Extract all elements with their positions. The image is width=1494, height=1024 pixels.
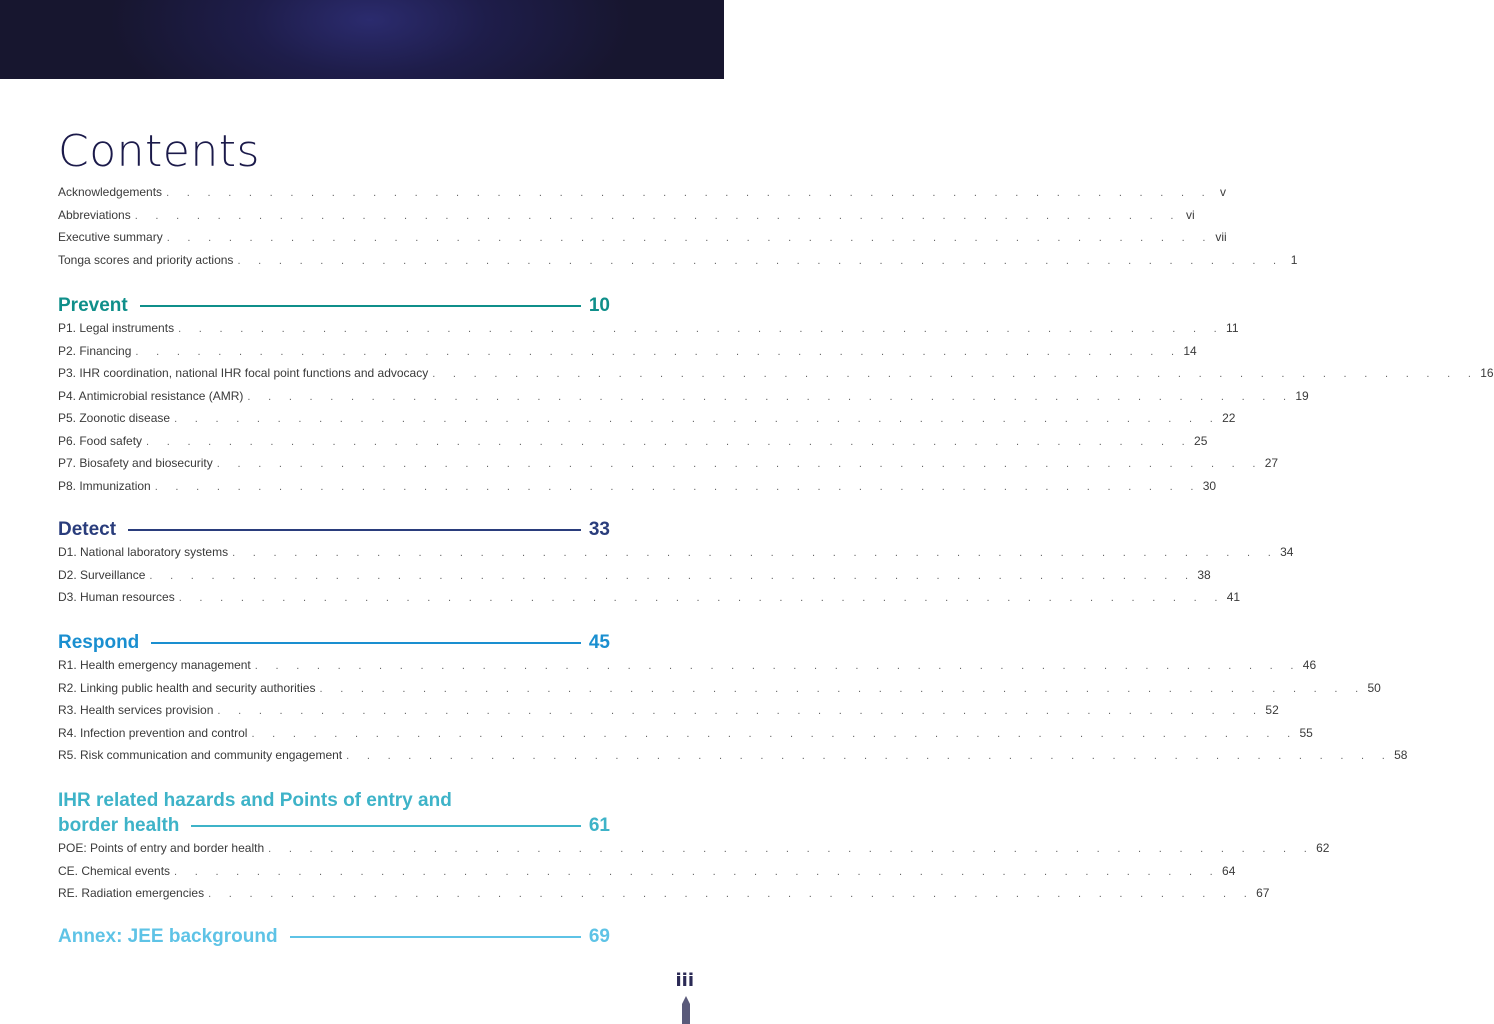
dot-leader: . . . . . . . . . . . . . . . . . . . . . . . . . . . . . . . . . . . . . . . . . . . . . . . . . . . xyxy=(346,750,1393,762)
toc-entry-r3[interactable] xyxy=(58,703,1279,726)
toc-entry-abbreviations[interactable] xyxy=(58,207,1195,231)
toc-entry-page: 14 xyxy=(1183,343,1197,358)
dot-leader: . . . . . . . . . . . . . . . . . . . . . . . . . . . . . . . . . . . . . . . . . . . . . . . . . . . xyxy=(166,232,1213,244)
toc-entry-r2[interactable] xyxy=(58,680,1381,704)
section-page: 10 xyxy=(588,295,610,316)
section-title: Detect xyxy=(58,519,117,540)
toc-entry-label: P8. Immunization xyxy=(58,479,155,493)
section-title-line2: border health xyxy=(58,815,180,836)
dot-leader: . . . . . . . . . . . . . . . . . . . . . . . . . . . . . . . . . . . . . . . . . . . . . . . . . . . xyxy=(178,323,1225,335)
toc-entry-page: 19 xyxy=(1295,388,1309,403)
dot-leader: . . . . . . . . . . . . . . . . . . . . . . . . . . . . . . . . . . . . . . . . . . . . . . . . . . . xyxy=(208,888,1255,900)
toc-entry-d1[interactable] xyxy=(58,545,1294,568)
toc-entry-page: 50 xyxy=(1367,680,1381,695)
section-page: 69 xyxy=(588,926,610,947)
toc-entry-r1[interactable] xyxy=(58,658,1317,681)
toc-entry-p3[interactable] xyxy=(58,366,1494,389)
toc-entry-label: P7. Biosafety and biosecurity xyxy=(58,456,217,470)
dot-leader: . . . . . . . . . . . . . . . . . . . . . . . . . . . . . . . . . . . . . . . . . . . . . . . . . . . xyxy=(232,547,1279,559)
toc-entry-label: Tonga scores and priority actions xyxy=(58,253,237,267)
toc-entry-page: 38 xyxy=(1197,567,1211,582)
dot-leader: . . . . . . . . . . . . . . . . . . . . . . . . . . . . . . . . . . . . . . . . . . . . . . . . . . . xyxy=(154,480,1201,493)
dot-leader: . . . . . . . . . . . . . . . . . . . . . . . . . . . . . . . . . . . . . . . . . . . . . . . . . . . xyxy=(178,592,1225,604)
toc-entry-p8[interactable] xyxy=(58,478,1217,502)
section-page: 45 xyxy=(588,632,610,653)
toc-entry-label: R4. Infection prevention and control xyxy=(58,726,251,740)
toc-entry-page: 25 xyxy=(1194,433,1208,448)
section-rule xyxy=(151,642,581,644)
toc-entry-p7[interactable] xyxy=(58,456,1279,479)
toc-entry-label: R1. Health emergency management xyxy=(58,658,255,672)
toc-entry-scores-priority-actions[interactable] xyxy=(58,252,1298,276)
toc-entry-p6[interactable] xyxy=(58,433,1208,457)
toc-entry-p2[interactable] xyxy=(58,343,1197,367)
toc-entry-label: D3. Human resources xyxy=(58,590,179,604)
toc-entry-p5[interactable] xyxy=(58,411,1236,434)
dot-leader: . . . . . . . . . . . . . . . . . . . . . . . . . . . . . . . . . . . . . . . . . . . . . . . . . . . xyxy=(166,187,1213,199)
section-ihr-hazards xyxy=(58,789,1330,909)
toc-entry-page: 30 xyxy=(1202,478,1217,493)
front-matter-list xyxy=(58,185,1298,275)
toc-entry-page: v xyxy=(1220,185,1227,199)
header-banner xyxy=(0,0,724,79)
toc-entry-label: P1. Legal instruments xyxy=(58,321,178,335)
toc-entry-label: D2. Surveillance xyxy=(58,568,149,582)
section-prevent xyxy=(58,293,1494,501)
dot-leader: . . . . . . . . . . . . . . . . . . . . . . . . . . . . . . . . . . . . . . . . . . . . . . . . . . . xyxy=(216,458,1263,470)
toc-entry-r4[interactable] xyxy=(58,725,1313,749)
toc-entry-page: 27 xyxy=(1264,456,1279,470)
page-title: Contents xyxy=(58,126,260,177)
toc-entry-page: 22 xyxy=(1222,411,1236,425)
toc-entry-poe[interactable] xyxy=(58,841,1330,864)
toc-entry-label: P5. Zoonotic disease xyxy=(58,411,174,425)
dot-leader: . . . . . . . . . . . . . . . . . . . . . . . . . . . . . . . . . . . . . . . . . . . . . . . . . . . xyxy=(254,660,1301,672)
section-title: Annex: JEE background xyxy=(58,926,278,947)
dot-leader: . . . . . . . . . . . . . . . . . . . . . . . . . . . . . . . . . . . . . . . . . . . . . . . . . . . xyxy=(174,413,1221,425)
dot-leader: . . . . . . . . . . . . . . . . . . . . . . . . . . . . . . . . . . . . . . . . . . . . . . . . . . . xyxy=(146,435,1193,448)
toc-entry-page: 46 xyxy=(1302,658,1317,672)
page-number: iii xyxy=(675,970,694,991)
section-annex xyxy=(58,924,610,952)
toc-entry-label: R3. Health services provision xyxy=(58,703,217,717)
toc-entry-d2[interactable] xyxy=(58,567,1211,591)
dot-leader: . . . . . . . . . . . . . . . . . . . . . . . . . . . . . . . . . . . . . . . . . . . . . . . . . . . xyxy=(134,209,1181,222)
toc-entry-page: vi xyxy=(1186,207,1195,222)
toc-entry-page: 1 xyxy=(1290,252,1298,267)
pen-nib-icon xyxy=(682,996,690,1024)
section-title: Prevent xyxy=(58,295,128,316)
section-rule xyxy=(128,529,581,531)
dot-leader: . . . . . . . . . . . . . . . . . . . . . . . . . . . . . . . . . . . . . . . . . . . . . . . . . . . xyxy=(217,705,1264,717)
section-rule xyxy=(191,825,580,827)
toc-entry-page: 55 xyxy=(1299,725,1313,740)
toc-entry-page: 52 xyxy=(1265,703,1279,717)
toc-entry-label: CE. Chemical events xyxy=(58,864,174,878)
toc-entry-page: 62 xyxy=(1316,841,1330,855)
toc-entry-page: 67 xyxy=(1256,886,1270,900)
section-respond xyxy=(58,630,1408,771)
toc-entry-page: 34 xyxy=(1280,545,1294,559)
toc-entry-p4[interactable] xyxy=(58,388,1309,412)
toc-entry-label: RE. Radiation emergencies xyxy=(58,886,208,900)
toc-entry-page: 58 xyxy=(1394,748,1408,762)
section-heading-prevent[interactable] xyxy=(58,293,610,319)
section-heading-detect[interactable] xyxy=(58,517,610,543)
dot-leader: . . . . . . . . . . . . . . . . . . . . . . . . . . . . . . . . . . . . . . . . . . . . . . . . . . . xyxy=(268,843,1315,855)
section-title-line1[interactable]: IHR related hazards and Points of entry and xyxy=(58,790,452,811)
toc-entry-label: P2. Financing xyxy=(58,344,135,358)
section-heading-respond[interactable] xyxy=(58,630,610,656)
toc-entry-page: vii xyxy=(1215,230,1227,244)
toc-entry-r5[interactable] xyxy=(58,748,1408,771)
toc-entry-label: Executive summary xyxy=(58,230,167,244)
dot-leader: . . . . . . . . . . . . . . . . . . . . . . . . . . . . . . . . . . . . . . . . . . . . . . . . . . . xyxy=(247,390,1294,403)
section-detect xyxy=(58,517,1294,613)
toc-entry-page: 64 xyxy=(1222,863,1236,878)
toc-entry-page: 41 xyxy=(1226,590,1241,604)
toc-entry-label: POE: Points of entry and border health xyxy=(58,841,268,855)
section-rule xyxy=(140,305,581,307)
toc-entry-ce[interactable] xyxy=(58,863,1236,887)
toc-entry-label: P6. Food safety xyxy=(58,434,146,448)
toc-entry-label: R5. Risk communication and community engagement xyxy=(58,748,346,762)
toc-entry-p1[interactable] xyxy=(58,321,1239,344)
section-heading-annex[interactable] xyxy=(58,924,610,950)
toc-entry-label: Abbreviations xyxy=(58,208,135,222)
toc-entry-page: 11 xyxy=(1226,321,1239,335)
dot-leader: . . . . . . . . . . . . . . . . . . . . . . . . . . . . . . . . . . . . . . . . . . . . . . . . . . . xyxy=(251,727,1298,740)
dot-leader: . . . . . . . . . . . . . . . . . . . . . . . . . . . . . . . . . . . . . . . . . . . . . . . . . . . xyxy=(149,569,1196,582)
section-heading-ihr-hazards[interactable] xyxy=(58,813,610,839)
dot-leader: . . . . . . . . . . . . . . . . . . . . . . . . . . . . . . . . . . . . . . . . . . . . . . . . . . . xyxy=(174,865,1221,878)
dot-leader: . . . . . . . . . . . . . . . . . . . . . . . . . . . . . . . . . . . . . . . . . . . . . . . . . . . xyxy=(432,368,1479,380)
toc-entry-label: D1. National laboratory systems xyxy=(58,545,232,559)
dot-leader: . . . . . . . . . . . . . . . . . . . . . . . . . . . . . . . . . . . . . . . . . . . . . . . . . . . xyxy=(237,254,1284,267)
toc-entry-page: 16 xyxy=(1480,366,1494,380)
toc-entry-acknowledgements[interactable] xyxy=(58,185,1227,208)
toc-entry-d3[interactable] xyxy=(58,590,1241,613)
section-title: Respond xyxy=(58,632,140,653)
toc-entry-re[interactable] xyxy=(58,886,1270,909)
dot-leader: . . . . . . . . . . . . . . . . . . . . . . . . . . . . . . . . . . . . . . . . . . . . . . . . . . . xyxy=(135,345,1182,358)
toc-entry-label: Acknowledgements xyxy=(58,185,166,199)
dot-leader: . . . . . . . . . . . . . . . . . . . . . . . . . . . . . . . . . . . . . . . . . . . . . . . . . . . xyxy=(319,682,1366,695)
toc-entry-label: P4. Antimicrobial resistance (AMR) xyxy=(58,389,247,403)
section-page: 33 xyxy=(588,519,610,540)
section-page: 61 xyxy=(588,815,610,836)
toc-entry-label: R2. Linking public health and security authorities xyxy=(58,681,319,695)
section-rule xyxy=(290,936,581,938)
toc-entry-executive-summary[interactable] xyxy=(58,230,1227,253)
toc-entry-label: P3. IHR coordination, national IHR focal point functions and advocacy xyxy=(58,366,432,380)
